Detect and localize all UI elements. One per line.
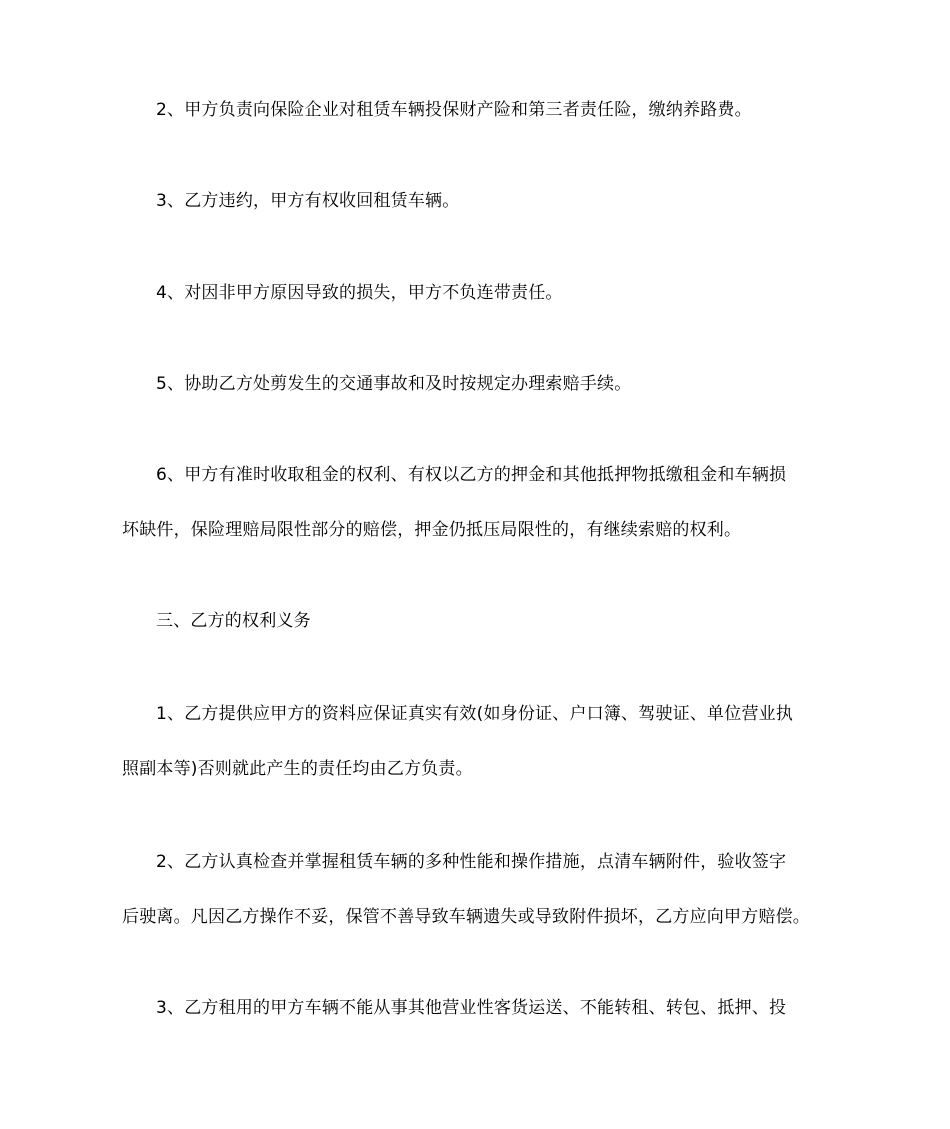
paragraph-party-b-documents-line2: 照副本等)否则就此产生的责任均由乙方负责。 (122, 759, 473, 779)
paragraph-party-a-insurance: 2、甲方负责向保险企业对租赁车辆投保财产险和第三者责任险，缴纳养路费。 (156, 100, 752, 120)
paragraph-party-b-inspection-line1: 2、乙方认真检查并掌握租赁车辆的多种性能和操作措施，点清车辆附件，验收签字 (156, 852, 787, 872)
paragraph-party-b-documents-line1: 1、乙方提供应甲方的资料应保证真实有效(如身份证、户口簿、驾驶证、单位营业执 (156, 704, 794, 724)
paragraph-party-a-rent-rights-line1: 6、甲方有准时收取租金的权利、有权以乙方的押金和其他抵押物抵缴租金和车辆损 (156, 465, 787, 485)
section-heading-party-b: 三、乙方的权利义务 (156, 611, 311, 631)
paragraph-party-a-no-liability: 4、对因非甲方原因导致的损失，甲方不负连带责任。 (156, 283, 563, 303)
paragraph-party-a-rent-rights-line2: 坏缺件，保险理赔局限性部分的赔偿，押金仍抵压局限性的，有继续索赔的权利。 (122, 520, 742, 540)
paragraph-party-b-inspection-line2: 后驶离。凡因乙方操作不妥，保管不善导致车辆遗失或导致附件损坏，乙方应向甲方赔偿。 (122, 907, 810, 927)
paragraph-party-a-assist-claims: 5、协助乙方处剪发生的交通事故和及时按规定办理索赔手续。 (156, 374, 632, 394)
paragraph-party-b-use-restrictions: 3、乙方租用的甲方车辆不能从事其他营业性客货运送、不能转租、转包、抵押、投 (156, 998, 787, 1018)
paragraph-party-a-recall: 3、乙方违约，甲方有权收回租赁车辆。 (156, 191, 460, 211)
